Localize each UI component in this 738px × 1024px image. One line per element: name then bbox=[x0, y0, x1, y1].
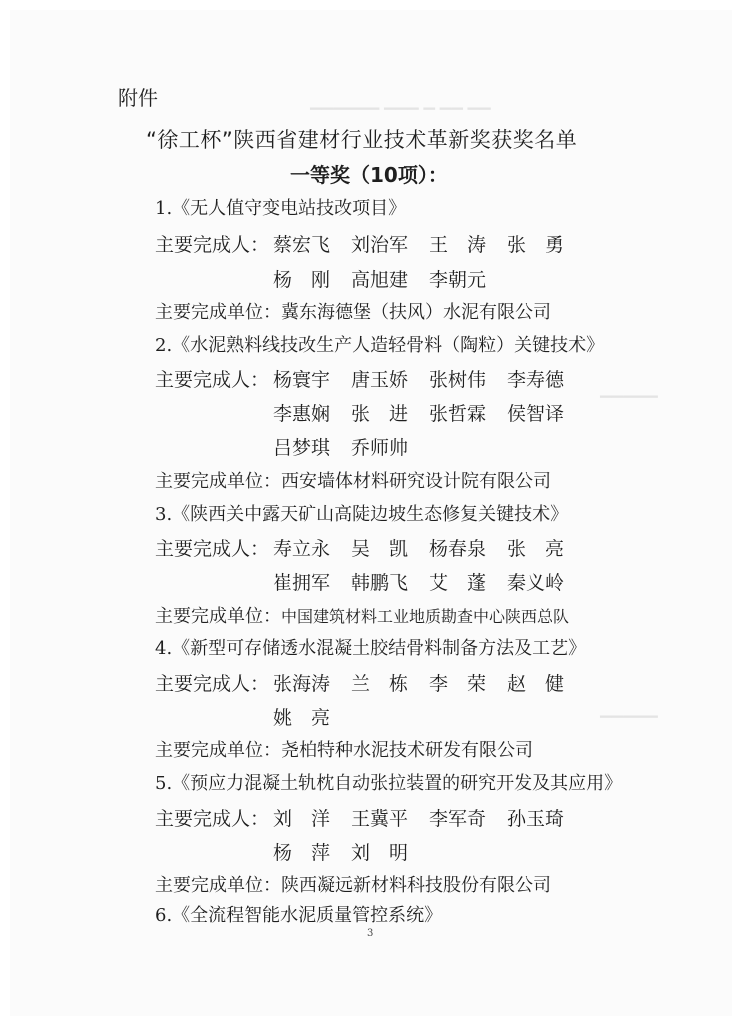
unit-name: 陕西凝远新材料科技股份有限公司 bbox=[281, 875, 551, 896]
completers-label: 主要完成人： bbox=[155, 538, 270, 560]
completers-row bbox=[273, 402, 585, 426]
completers-row bbox=[155, 368, 585, 392]
person-name: 刘 明 bbox=[351, 842, 409, 864]
completers-row bbox=[155, 537, 585, 561]
project-title: 3.《陕西关中露天矿山高陡边坡生态修复关键技术》 bbox=[155, 504, 569, 525]
person-name: 杨 刚 bbox=[273, 269, 331, 291]
unit-label: 主要完成单位： bbox=[155, 875, 281, 896]
completers-label: 主要完成人： bbox=[155, 234, 270, 256]
person-name: 张 亮 bbox=[507, 538, 565, 560]
unit-label: 主要完成单位： bbox=[155, 740, 281, 761]
completers-label: 主要完成人： bbox=[155, 673, 270, 695]
person-name: 张海涛 bbox=[273, 673, 331, 695]
person-name: 寿立永 bbox=[273, 538, 331, 560]
person-name: 姚 亮 bbox=[273, 707, 331, 729]
person-name: 张哲霖 bbox=[429, 403, 487, 425]
completers-label: 主要完成人： bbox=[155, 808, 270, 830]
person-name: 李朝元 bbox=[429, 269, 487, 291]
person-name: 杨寰宇 bbox=[273, 369, 331, 391]
unit-name: 中国建筑材料工业地质勘查中心陕西总队 bbox=[281, 607, 570, 626]
page-number: 3 bbox=[367, 928, 374, 939]
unit-row bbox=[155, 874, 551, 898]
unit-row bbox=[155, 739, 533, 763]
person-name: 李寿德 bbox=[507, 369, 565, 391]
person-name: 王冀平 bbox=[351, 808, 409, 830]
person-name: 张树伟 bbox=[429, 369, 487, 391]
completers-row bbox=[273, 841, 429, 865]
bleed-through-texture: ▁▁▁▁▁▁ ▁▁▁ ▁ ▁▁ ▁▁ bbox=[310, 92, 491, 110]
award-level-heading: 一等奖（10项）： bbox=[290, 163, 448, 187]
person-name: 吕梦琪 bbox=[273, 437, 331, 459]
completers-row bbox=[273, 571, 585, 595]
project-title: 1.《无人值守变电站技改项目》 bbox=[155, 198, 407, 219]
completers-row bbox=[273, 436, 429, 460]
person-name: 蔡宏飞 bbox=[273, 234, 331, 256]
project-title: 4.《新型可存储透水混凝土胶结骨料制备方法及工艺》 bbox=[155, 638, 587, 659]
project-title: 6.《全流程智能水泥质量管控系统》 bbox=[155, 905, 443, 926]
person-name: 秦义岭 bbox=[507, 572, 565, 594]
person-name: 侯智译 bbox=[507, 403, 565, 425]
unit-row bbox=[155, 470, 551, 494]
unit-label: 主要完成单位： bbox=[155, 606, 281, 627]
unit-label: 主要完成单位： bbox=[155, 302, 281, 323]
person-name: 李惠娴 bbox=[273, 403, 331, 425]
person-name: 兰 栋 bbox=[351, 673, 409, 695]
unit-name: 西安墙体材料研究设计院有限公司 bbox=[281, 471, 551, 492]
unit-name: 冀东海德堡（扶风）水泥有限公司 bbox=[281, 302, 551, 323]
completers-row bbox=[273, 268, 507, 292]
attachment-label: 附件 bbox=[118, 86, 158, 110]
unit-row bbox=[155, 301, 551, 325]
completers-row bbox=[273, 706, 351, 730]
person-name: 韩鹏飞 bbox=[351, 572, 409, 594]
person-name: 吴 凯 bbox=[351, 538, 409, 560]
completers-label: 主要完成人： bbox=[155, 369, 270, 391]
person-name: 张 勇 bbox=[507, 234, 565, 256]
document-title: “徐工杯”陕西省建材行业技术革新奖获奖名单 bbox=[146, 128, 578, 152]
person-name: 乔师帅 bbox=[351, 437, 409, 459]
completers-row bbox=[155, 807, 585, 831]
document-page bbox=[10, 10, 732, 1016]
person-name: 王 涛 bbox=[429, 234, 487, 256]
unit-label: 主要完成单位： bbox=[155, 471, 281, 492]
person-name: 赵 健 bbox=[507, 673, 565, 695]
unit-name: 尧柏特种水泥技术研发有限公司 bbox=[281, 740, 533, 761]
project-title: 2.《水泥熟料线技改生产人造轻骨料（陶粒）关键技术》 bbox=[155, 335, 605, 356]
person-name: 李军奇 bbox=[429, 808, 487, 830]
person-name: 刘治军 bbox=[351, 234, 409, 256]
person-name: 艾 蓬 bbox=[429, 572, 487, 594]
completers-row bbox=[155, 672, 585, 696]
person-name: 崔拥军 bbox=[273, 572, 331, 594]
person-name: 唐玉娇 bbox=[351, 369, 409, 391]
person-name: 刘 洋 bbox=[273, 808, 331, 830]
bleed-through-texture: ▁▁▁▁▁ bbox=[600, 700, 658, 718]
person-name: 高旭建 bbox=[351, 269, 409, 291]
unit-row bbox=[155, 605, 569, 629]
person-name: 李 荣 bbox=[429, 673, 487, 695]
person-name: 杨 萍 bbox=[273, 842, 331, 864]
completers-row bbox=[155, 233, 585, 257]
bleed-through-texture: ▁▁▁▁▁ bbox=[600, 380, 658, 398]
person-name: 孙玉琦 bbox=[507, 808, 565, 830]
project-title: 5.《预应力混凝土轨枕自动张拉装置的研究开发及其应用》 bbox=[155, 773, 623, 794]
person-name: 杨春泉 bbox=[429, 538, 487, 560]
person-name: 张 进 bbox=[351, 403, 409, 425]
